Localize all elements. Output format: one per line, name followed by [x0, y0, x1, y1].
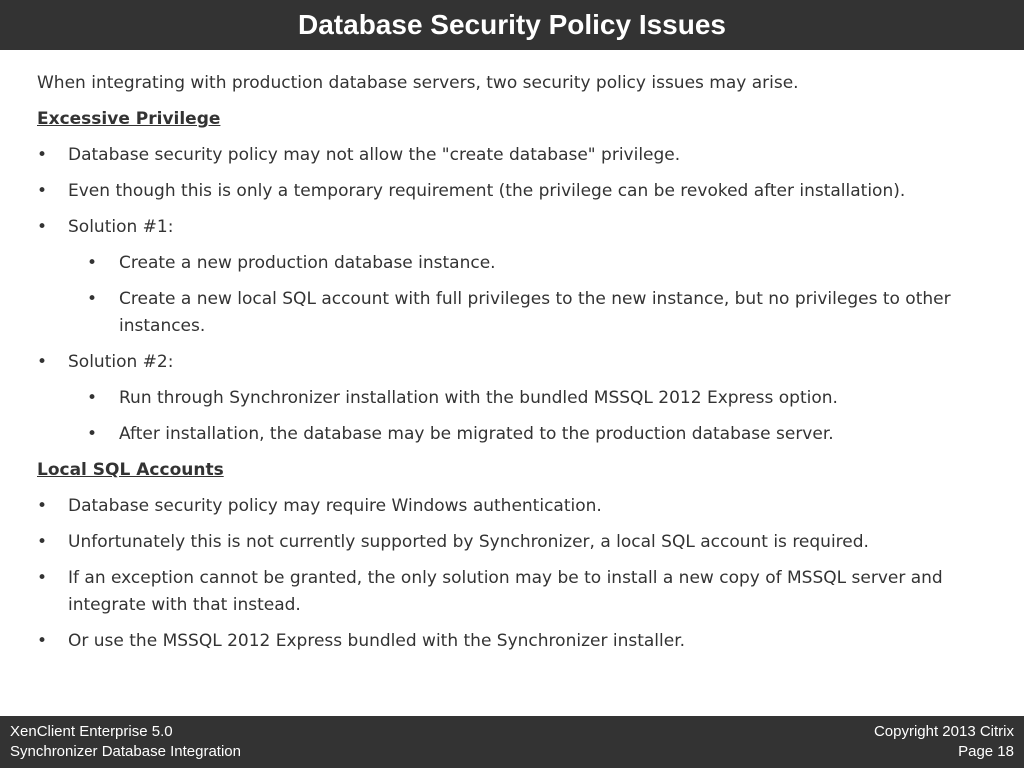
bullet-marker: •: [37, 181, 48, 201]
bullet-marker: •: [37, 352, 48, 372]
bullet-text: Solution #2:: [68, 352, 174, 372]
bullet-list: [37, 493, 987, 655]
section-heading: Excessive Privilege: [37, 109, 221, 129]
bullet-marker: •: [37, 568, 48, 588]
bullet-text: Even though this is only a temporary requirement (the privilege can be revoked after installation).: [68, 181, 906, 201]
sub-list-item: [37, 385, 987, 412]
sub-list-item: [37, 250, 987, 277]
footer-copyright: Copyright 2013 Citrix: [873, 723, 1014, 740]
bullet-marker: •: [87, 289, 98, 309]
bullet-text: If an exception cannot be granted, the only solution may be to install a new copy of MSSQL server and integrate with that instead.: [68, 568, 943, 615]
bullet-marker: •: [87, 253, 98, 273]
list-item: [37, 565, 987, 619]
bullet-marker: •: [37, 145, 48, 165]
list-item: [37, 142, 987, 169]
footer-left: [10, 722, 241, 762]
bullet-marker: •: [87, 388, 98, 408]
sub-bullet-list: [37, 385, 987, 448]
sub-bullet-text: Run through Synchronizer installation with the bundled MSSQL 2012 Express option.: [119, 388, 838, 408]
list-item: [37, 628, 987, 655]
bullet-marker: •: [87, 424, 98, 444]
section-excessive-privilege: [37, 106, 987, 448]
bullet-text: Solution #1:: [68, 217, 174, 237]
section-heading: Local SQL Accounts: [37, 460, 224, 480]
slide-title: Database Security Policy Issues: [298, 9, 726, 40]
bullet-marker: •: [37, 217, 48, 237]
footer-bar: [0, 716, 1024, 768]
list-item: [37, 178, 987, 205]
list-item: [37, 529, 987, 556]
footer-product: XenClient Enterprise 5.0: [10, 723, 173, 740]
bullet-marker: •: [37, 631, 48, 651]
sub-list-item: [37, 286, 987, 340]
sub-bullet-text: After installation, the database may be migrated to the production database server.: [119, 424, 834, 444]
footer-subtitle: Synchronizer Database Integration: [10, 743, 241, 760]
bullet-text: Unfortunately this is not currently supported by Synchronizer, a local SQL account is required.: [68, 532, 869, 552]
list-item: [37, 214, 987, 241]
sub-bullet-list: [37, 250, 987, 340]
bullet-text: Database security policy may not allow the "create database" privilege.: [68, 145, 681, 165]
list-item: [37, 349, 987, 376]
bullet-text: Database security policy may require Windows authentication.: [68, 496, 602, 516]
bullet-list: [37, 349, 987, 376]
slide-content: [37, 70, 987, 664]
bullet-list: [37, 142, 987, 241]
bullet-marker: •: [37, 496, 48, 516]
title-bar: [0, 0, 1024, 50]
section-local-sql-accounts: [37, 457, 987, 655]
page-number: Page 18: [958, 743, 1014, 760]
bullet-text: Or use the MSSQL 2012 Express bundled with the Synchronizer installer.: [68, 631, 686, 651]
sub-list-item: [37, 421, 987, 448]
intro-text: When integrating with production database servers, two security policy issues may arise.: [37, 73, 799, 93]
sub-bullet-text: Create a new production database instance.: [119, 253, 496, 273]
sub-bullet-text: Create a new local SQL account with full privileges to the new instance, but no privileges to other instances.: [119, 289, 951, 336]
bullet-marker: •: [37, 532, 48, 552]
list-item: [37, 493, 987, 520]
footer-right: [874, 722, 1014, 762]
